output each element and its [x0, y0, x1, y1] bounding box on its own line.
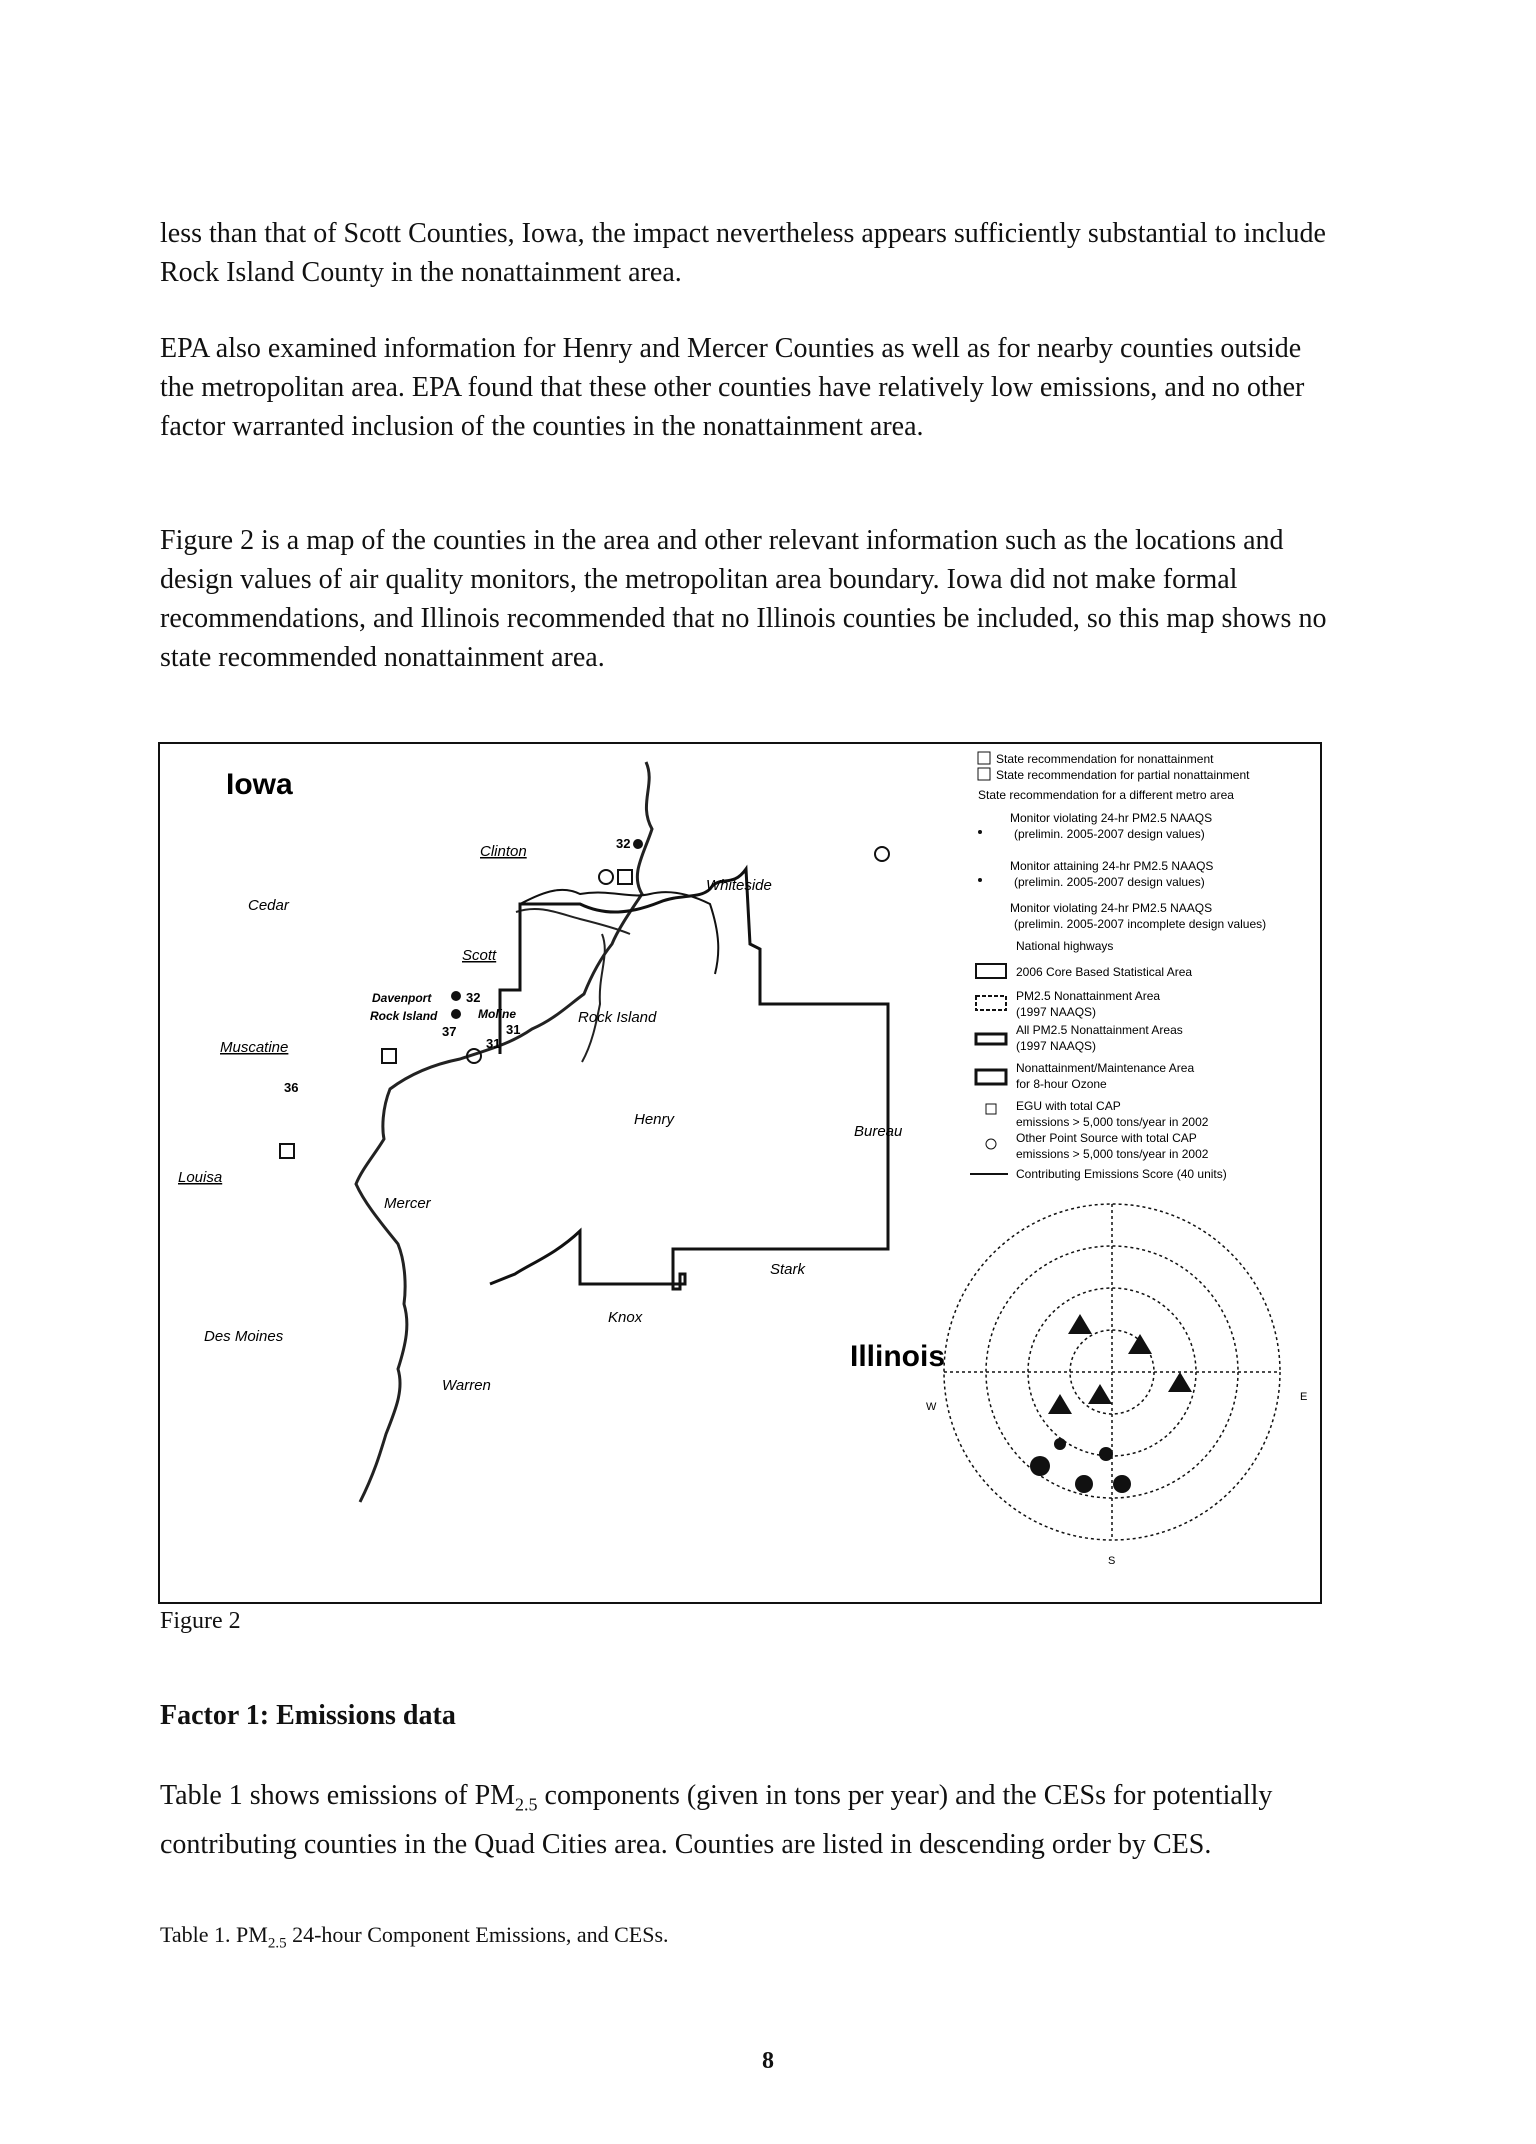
- paragraph-continuation: less than that of Scott Counties, Iowa, the impact nevertheless appears sufficiently substantial to include Rock Island County in the nonattainment area.: [160, 218, 1326, 288]
- cbsa-boundary: [490, 869, 888, 1289]
- paragraph-table-intro-b: components (given in tons per year) and the CESs for potentially contributing counties in the Quad Cities area. Counties are listed in descending order by CES.: [160, 1780, 1273, 1860]
- city-label-moline: Moline: [478, 1007, 516, 1021]
- legend-item: State recommendation for partial nonattainment: [996, 768, 1250, 782]
- monitor-marker: [451, 991, 461, 1001]
- legend-item: Nonattainment/Maintenance Area: [1016, 1061, 1195, 1075]
- county-label-whiteside: Whiteside: [706, 877, 772, 894]
- paragraph-table-intro: [160, 1776, 1340, 1864]
- factor-heading: Factor 1: Emissions data: [160, 1700, 456, 1731]
- county-label-knox: Knox: [608, 1309, 643, 1326]
- legend-item: National highways: [1016, 939, 1114, 953]
- legend-item: (prelimin. 2005-2007 design values): [1014, 875, 1205, 889]
- city-label-rock-island: Rock Island: [370, 1009, 438, 1023]
- county-label-scott: Scott: [462, 947, 497, 964]
- legend-item: Other Point Source with total CAP: [1016, 1131, 1197, 1145]
- legend-item: (prelimin. 2005-2007 design values): [1014, 827, 1205, 841]
- legend-item: All PM2.5 Nonattainment Areas: [1016, 1023, 1183, 1037]
- table-caption-subscript: 2.5: [267, 1935, 287, 1952]
- paragraph-epa-examined: EPA also examined information for Henry and Mercer Counties as well as for nearby counties outside the metropolitan area. EPA found that these other counties have relatively low emissions, and no other factor warranted inclusion of the counties in the nonattainment area.: [160, 333, 1305, 442]
- county-label-louisa: Louisa: [178, 1169, 223, 1186]
- state-label-iowa: Iowa: [226, 768, 293, 801]
- table-caption-b: 24-hour Component Emissions, and CESs.: [286, 1922, 669, 1947]
- monitor-marker: [633, 839, 643, 849]
- county-label-cedar: Cedar: [248, 897, 289, 914]
- legend-item: emissions > 5,000 tons/year in 2002: [1016, 1147, 1209, 1161]
- county-label-bureau: Bureau: [854, 1123, 903, 1140]
- monitor-value-moline: 31: [486, 1036, 501, 1051]
- compass-rose: [944, 1204, 1280, 1540]
- county-label-warren: Warren: [442, 1377, 491, 1394]
- map-legend: [970, 752, 1266, 1181]
- legend-item: (1997 NAAQS): [1016, 1039, 1097, 1053]
- legend-item: State recommendation for a different metro area: [978, 788, 1234, 802]
- county-label-mercer: Mercer: [384, 1195, 431, 1212]
- legend-item: Monitor attaining 24-hr PM2.5 NAAQS: [1010, 859, 1214, 873]
- legend-item: for 8-hour Ozone: [1016, 1077, 1107, 1091]
- pm-subscript: 2.5: [515, 1794, 538, 1815]
- city-label-davenport: Davenport: [372, 991, 432, 1005]
- legend-item: EGU with total CAP: [1016, 1099, 1121, 1113]
- monitor-value-rock-island-a: 37: [442, 1024, 457, 1039]
- compass-symbols: [1030, 1314, 1192, 1493]
- table-caption-a: Table 1. PM: [160, 1922, 268, 1947]
- county-label-henry: Henry: [634, 1111, 675, 1128]
- rock-river: [582, 934, 605, 1062]
- page-number: 8: [762, 2048, 774, 2074]
- legend-item: (1997 NAAQS): [1016, 1005, 1097, 1019]
- legend-item: emissions > 5,000 tons/year in 2002: [1016, 1115, 1209, 1129]
- legend-item: PM2.5 Nonattainment Area: [1016, 989, 1161, 1003]
- compass-east: E: [1300, 1391, 1308, 1403]
- figure-caption: Figure 2: [160, 1608, 241, 1634]
- county-label-muscatine: Muscatine: [220, 1039, 289, 1056]
- mississippi-river: [356, 762, 652, 1502]
- legend-item: Contributing Emissions Score (40 units): [1016, 1167, 1227, 1181]
- figure-2-map: [158, 742, 1322, 1604]
- legend-item: 2006 Core Based Statistical Area: [1016, 965, 1193, 979]
- legend-item: State recommendation for nonattainment: [996, 752, 1214, 766]
- monitor-marker: [451, 1009, 461, 1019]
- legend-item: (prelimin. 2005-2007 incomplete design values): [1014, 917, 1267, 931]
- county-label-stark: Stark: [770, 1261, 806, 1278]
- table-caption: [160, 1922, 669, 1952]
- monitor-value-davenport: 32: [466, 990, 481, 1005]
- county-label-des-moines: Des Moines: [204, 1328, 284, 1345]
- legend-item: Monitor violating 24-hr PM2.5 NAAQS: [1010, 811, 1213, 825]
- monitor-value-clinton: 32: [616, 836, 631, 851]
- compass-west: W: [926, 1401, 937, 1413]
- state-label-illinois: Illinois: [850, 1340, 946, 1373]
- monitor-value-rock-island-b: 31: [506, 1022, 521, 1037]
- paragraph-table-intro-a: Table 1 shows emissions of PM: [160, 1780, 516, 1811]
- compass-south: S: [1108, 1555, 1116, 1567]
- monitor-value-muscatine: 36: [284, 1080, 299, 1095]
- county-label-rock-island: Rock Island: [578, 1009, 657, 1026]
- county-label-clinton: Clinton: [480, 843, 527, 860]
- paragraph-figure-description: Figure 2 is a map of the counties in the area and other relevant information such as the locations and design values of air quality monitors, the metropolitan area boundary. Iowa did not make formal recommendations, and Illinois recommended that no Illinois counties be included, so this map shows no state recommended nonattainment area.: [160, 525, 1327, 673]
- legend-item: Monitor violating 24-hr PM2.5 NAAQS: [1010, 901, 1213, 915]
